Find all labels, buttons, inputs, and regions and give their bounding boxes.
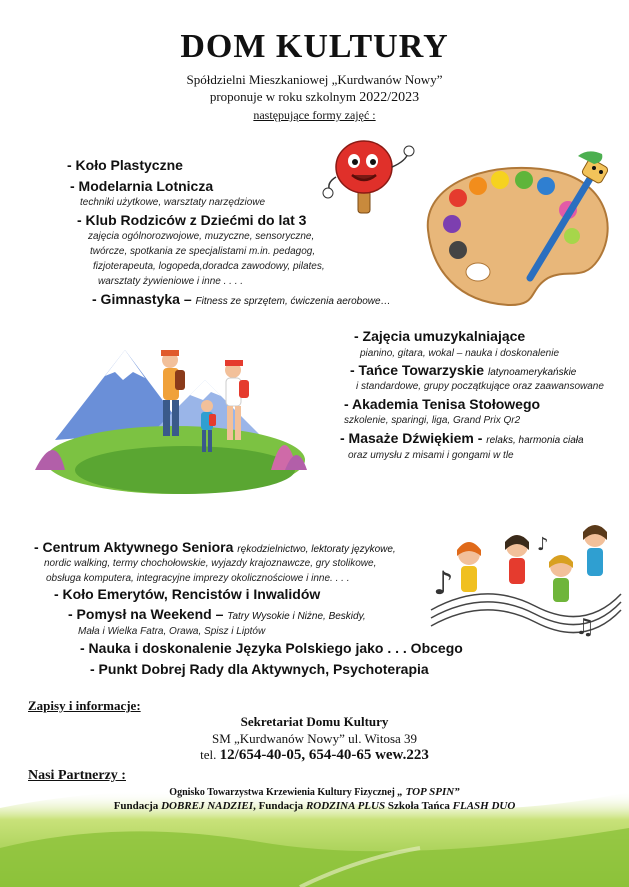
partner-rodzina-plus: RODZINA PLUS	[305, 800, 386, 812]
partner-dobrej-nadziei: DOBREJ NADZIEI	[161, 800, 254, 812]
parents-club-description-4: warsztaty żywieniowe i inne . . . .	[98, 276, 244, 287]
ballroom-dance-label: - Tańce Towarzyskie	[350, 362, 485, 378]
child-2	[505, 535, 529, 584]
senior-center-inline: rękodzielnictwo, lektoraty językowe,	[237, 544, 396, 555]
partner-dance-school-prefix: Szkoła Tańca	[387, 800, 450, 812]
weekend-trips-description: Mała i Wielka Fatra, Orawa, Spisz i Liptów	[78, 626, 266, 637]
phone-prefix: tel.	[200, 747, 217, 762]
partner-top-spin-name: „ TOP SPIN”	[397, 786, 460, 798]
activity-art-club: - Koło Plastyczne	[67, 157, 183, 173]
ping-pong-paddle-mascot-icon	[318, 137, 420, 219]
ballroom-dance-description: i standardowe, grupy początkujące oraz zaawansowane	[356, 381, 604, 392]
paint-palette-icon	[418, 150, 624, 310]
activity-polish-language: - Nauka i doskonalenie Języka Polskiego jako . . . Obcego	[80, 640, 463, 656]
forms-heading: następujące formy zajęć :	[253, 108, 376, 122]
svg-text:♪: ♪	[433, 564, 454, 602]
partner-flash-duo: FLASH DUO	[452, 800, 516, 812]
ballroom-dance-inline: latynoamerykańskie	[487, 367, 577, 378]
table-tennis-description: szkolenie, sparingi, liga, Grand Prix Qr2	[344, 415, 521, 426]
sound-massage-description: oraz umysłu z misami i gongami w tle	[348, 450, 514, 461]
partner-foundation-2-prefix: , Fundacja	[253, 800, 304, 812]
sound-massage-inline: relaks, harmonia ciała	[486, 435, 584, 446]
partners-heading	[28, 768, 126, 784]
activity-advice-point: - Punkt Dobrej Rady dla Aktywnych, Psychoterapia	[90, 661, 429, 677]
school-year: 2022/2023	[359, 90, 420, 105]
partner-foundation-1-prefix: Fundacja	[113, 800, 159, 812]
phone-number: 12/654-40-05, 654-40-65 wew.223	[219, 747, 429, 763]
child-1	[457, 542, 481, 592]
child-4	[583, 525, 607, 576]
partners-heading-text: Nasi Partnerzy :	[28, 768, 126, 783]
subtitle-year	[0, 89, 629, 106]
singing-children-illustration	[425, 510, 625, 640]
subtitle-forms	[0, 108, 629, 123]
aircraft-modelling-description: techniki użytkowe, warsztaty narzędziowe	[80, 197, 266, 208]
weekend-trips-inline: Tatry Wysokie i Niżne, Beskidy,	[227, 611, 366, 622]
contact-address: SM „Kurdwanów Nowy” ul. Witosa 39	[211, 731, 418, 746]
page-title: DOM KULTURY	[180, 28, 449, 65]
parents-club-description-2: twórcze, spotkania ze specjalistami m.in. pedagog,	[90, 246, 316, 257]
child-3	[549, 555, 573, 602]
registration-heading	[28, 698, 141, 714]
parents-club-description-1: zajęcia ogólnorozwojowe, muzyczne, sensoryczne,	[88, 231, 315, 242]
hiking-family-illustration	[35, 320, 310, 500]
senior-center-description-1: nordic walking, termy chochołowskie, wyjazdy krajoznawcze, gry stolikowe,	[44, 558, 377, 569]
activity-senior-center	[34, 539, 396, 555]
weekend-trips-label: - Pomysł na Weekend –	[68, 606, 224, 622]
activity-table-tennis: - Akademia Tenisa Stołowego	[344, 396, 541, 412]
senior-center-description-2: obsługa komputera, integracyjne imprezy okolicznościowe i inne. . . .	[46, 573, 350, 584]
activity-gymnastics	[92, 291, 391, 307]
subtitle-cooperative: Spółdzielni Mieszkaniowej „Kurdwanów Nowy”	[186, 72, 443, 87]
activity-retirees-club: - Koło Emerytów, Rencistów i Inwalidów	[54, 586, 321, 602]
contact-phone	[0, 747, 629, 764]
activity-parents-children-club: - Klub Rodziców z Dziećmi do lat 3	[77, 212, 307, 228]
partners-line-1	[0, 786, 629, 798]
gymnastics-label: - Gimnastyka –	[92, 291, 192, 307]
activity-aircraft-modelling: - Modelarnia Lotnicza	[70, 178, 214, 194]
activity-sound-massage	[340, 430, 584, 446]
sound-massage-label: - Masaże Dźwiękiem -	[340, 430, 483, 446]
parents-club-description-3: fizjoterapeuta, logopeda,doradca zawodowy, pilates,	[93, 261, 325, 272]
partner-top-spin-org: Ognisko Towarzystwa Krzewienia Kultury Fizycznej	[169, 787, 395, 798]
registration-heading-text: Zapisy i informacje:	[28, 698, 141, 713]
svg-text:♫: ♫	[575, 615, 595, 640]
activity-weekend-trips	[68, 606, 366, 622]
gymnastics-description: Fitness ze sprzętem, ćwiczenia aerobowe…	[195, 296, 391, 307]
activity-ballroom-dance	[350, 362, 576, 378]
senior-center-label: - Centrum Aktywnego Seniora	[34, 539, 234, 555]
subtitle-year-prefix: proponuje w roku szkolnym	[209, 89, 357, 104]
activity-music-classes: - Zajęcia umuzykalniające	[354, 328, 526, 344]
partners-line-2	[0, 800, 629, 812]
svg-text:♪: ♪	[537, 534, 549, 555]
contact-org: Sekretariat Domu Kultury	[240, 714, 389, 729]
music-classes-description: pianino, gitara, wokal – nauka i doskonalenie	[360, 348, 560, 359]
